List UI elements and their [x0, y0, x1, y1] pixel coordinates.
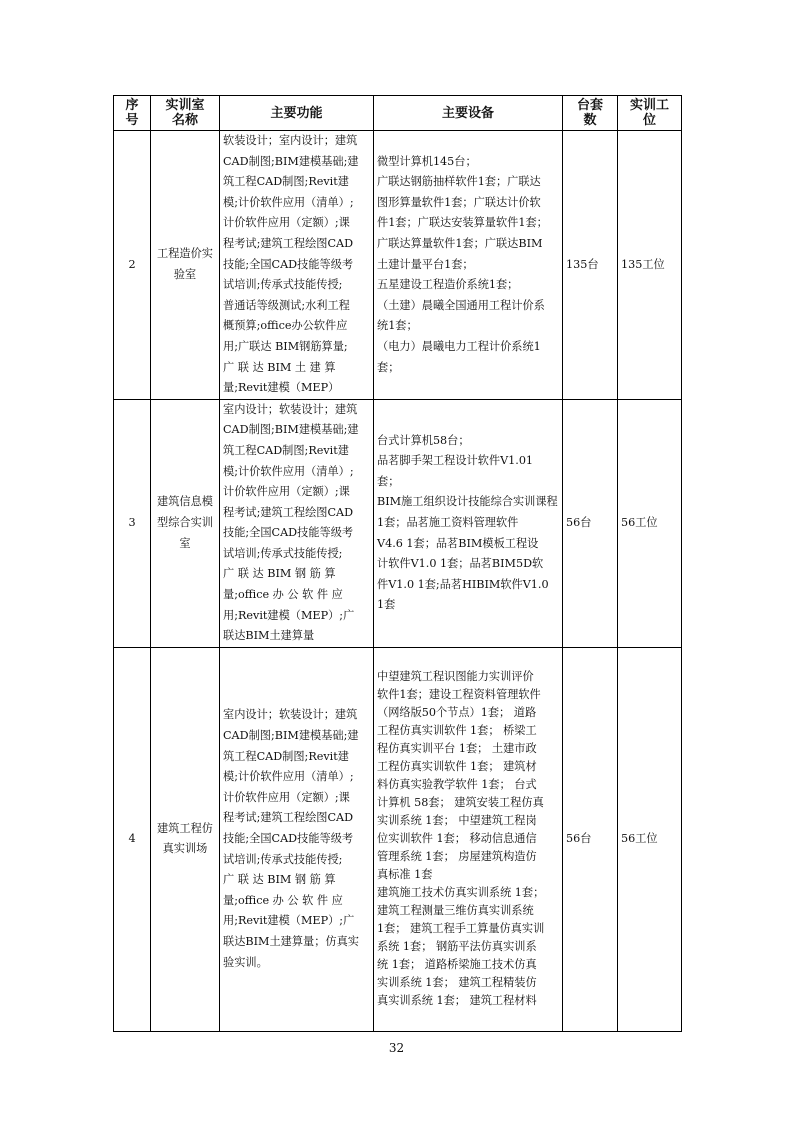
row-stations: 56工位 — [618, 399, 682, 647]
row-function: 室内设计；软装设计；建筑 CAD制图;BIM建模基础;建 筑工程CAD制图;Revit建 模;计价软件应用（清单）; 计价软件应用（定额）;课 程考试;建筑工程绘图CAD 技能;全国CAD技能等级考 试培训;传承式技能传授; 广 联 达 BIM 钢 筋 算 量;office 办 公 软 件 应 用;Revit建模（MEP）;广 联达BIM土建算量；仿真实 验实训。 — [220, 647, 374, 1031]
equipment-table — [113, 95, 682, 1032]
page-number: 32 — [388, 1041, 405, 1055]
row-no: 4 — [114, 647, 151, 1031]
row-stations: 135工位 — [618, 131, 682, 400]
table-row — [114, 131, 682, 400]
row-stations: 56工位 — [618, 647, 682, 1031]
row-no: 3 — [114, 399, 151, 647]
row-set-count: 56台 — [563, 647, 618, 1031]
row-equipment: 中望建筑工程识图能力实训评价 软件1套；建设工程资料管理软件 （网络版50个节点）1套； 道路 工程仿真实训软件 1套； 桥梁工 程仿真实训平台 1套； 土建市政 工程仿真实训软件 1套； 建筑材 料仿真实验教学软件 1套； 台式 计算机 58套； 建筑安装工程仿真 实训系统 1套； 中望建筑工程岗 位实训软件 1套； 移动信息通信 管理系统 1套； 房屋建筑构造仿 真标准 1套 建筑施工技术仿真实训系统 1套； 建筑工程测量三维仿真实训系统 1套； 建筑工程手工算量仿真实训 系统 1套； 钢筋平法仿真实训系 统 1套； 道路桥梁施工技术仿真 实训系统 1套； 建筑工程精装仿 真实训系统 1套； 建筑工程材料 — [374, 647, 563, 1031]
table-row — [114, 399, 682, 647]
table-row — [114, 647, 682, 1031]
header-room-name: 实训室 名称 — [151, 96, 220, 131]
header-main-equipment: 主要设备 — [374, 96, 563, 131]
row-function: 室内设计；软装设计；建筑 CAD制图;BIM建模基础;建 筑工程CAD制图;Revit建 模;计价软件应用（清单）; 计价软件应用（定额）;课 程考试;建筑工程绘图CAD 技能;全国CAD技能等级考 试培训;传承式技能传授; 广 联 达 BIM 钢 筋 算 量;office 办 公 软 件 应 用;Revit建模（MEP）;广 联达BIM土建算量 — [220, 399, 374, 647]
row-equipment: 台式计算机58台； 品茗脚手架工程设计软件V1.01 套； BIM施工组织设计技能综合实训课程 1套；品茗施工资料管理软件 V4.6 1套；品茗BIM模板工程设 计软件V1.0 1套；品茗BIM5D软 件V1.0 1套;品茗HIBIM软件V1.0 1套 — [374, 399, 563, 647]
header-no: 序 号 — [114, 96, 151, 131]
header-stations: 实训工 位 — [618, 96, 682, 131]
table-header-row — [114, 96, 682, 131]
row-equipment: 微型计算机145台； 广联达钢筋抽样软件1套；广联达 图形算量软件1套；广联达计价软 件1套；广联达安装算量软件1套； 广联达算量软件1套；广联达BIM 土建计量平台1套； 五星建设工程造价系统1套； （土建）晨曦全国通用工程计价系 统1套； （电力）晨曦电力工程计价系统1 套； — [374, 131, 563, 400]
row-set-count: 56台 — [563, 399, 618, 647]
row-no: 2 — [114, 131, 151, 400]
row-room-name: 建筑工程仿 真实训场 — [151, 647, 220, 1031]
header-main-function: 主要功能 — [220, 96, 374, 131]
row-room-name: 工程造价实 验室 — [151, 131, 220, 400]
header-set-count: 台套 数 — [563, 96, 618, 131]
row-function: 软装设计；室内设计；建筑 CAD制图;BIM建模基础;建 筑工程CAD制图;Revit建 模;计价软件应用（清单）; 计价软件应用（定额）;课 程考试;建筑工程绘图CAD 技能;全国CAD技能等级考 试培训;传承式技能传授; 普通话等级测试;水利工程 概预算;office办公软件应 用;广联达 BIM钢筋算量; 广 联 达 BIM 土 建 算 量;Revit建模（MEP） — [220, 131, 374, 400]
row-set-count: 135台 — [563, 131, 618, 400]
row-room-name: 建筑信息模 型综合实训 室 — [151, 399, 220, 647]
